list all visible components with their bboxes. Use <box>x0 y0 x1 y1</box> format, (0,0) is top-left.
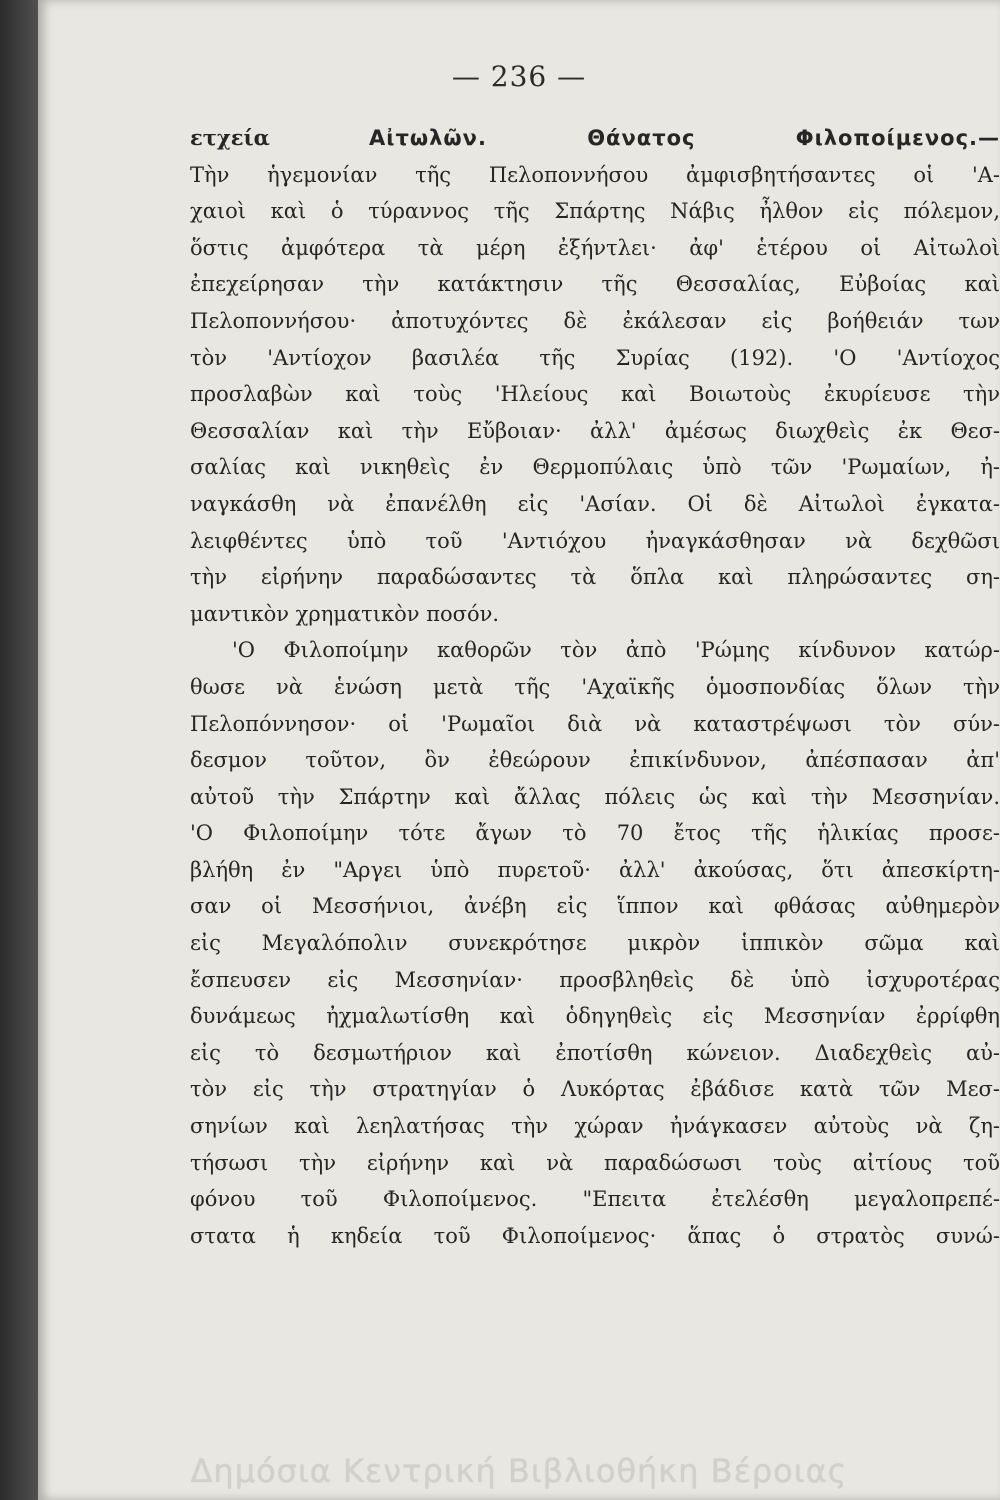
text-line: Θεσσαλίαν καὶ τὴν Εὔβοιαν· ἀλλ' ἀμέσως διωχθεὶς ἐκ Θεσ- <box>190 418 1000 443</box>
text-line-paragraph-start: 'Ο Φιλοποίμην καθορῶν τὸν ἀπὸ 'Ρώμης κίνδυνον κατώρ- <box>232 638 1000 663</box>
text-line: στατα ἡ κηδεία τοῦ Φιλοποίμενος· ἅπας ὁ στρατὸς συνώ- <box>190 1223 1000 1248</box>
page-gutter-shadow <box>0 0 38 1500</box>
text-line: θωσε νὰ ἑνώση μετὰ τῆς 'Αχαϊκῆς ὁμοσπονδίας ὅλων τὴν <box>190 674 1000 699</box>
text-line: ναγκάσθη νὰ ἐπανέλθη εἰς 'Ασίαν. Οἱ δὲ Αἰτωλοὶ ἐγκατα- <box>190 491 1000 516</box>
text-line: 'Ο Φιλοποίμην τότε ἄγων τὸ 70 ἔτος τῆς ἡλικίας προσε- <box>190 821 1000 846</box>
library-watermark: Δημόσια Κεντρική Βιβλιοθήκη Βέροιας <box>190 1452 848 1490</box>
text-line: τὸν εἰς τὴν στρατηγίαν ὁ Λυκόρτας ἐβάδισε κατὰ τῶν Μεσ- <box>190 1077 1000 1102</box>
text-line: φόνου τοῦ Φιλοποίμενος. "Επειτα ἐτελέσθη μεγαλοπρεπέ- <box>190 1187 1000 1212</box>
section-heading-line <box>190 120 1000 157</box>
text-line: εἰς Μεγαλόπολιν συνεκρότησε μικρὸν ἱππικὸν σῶμα καὶ <box>190 931 1000 956</box>
text-line: σαλίας καὶ νικηθεὶς ἐν Θερμοπύλαις ὑπὸ τῶν 'Ρωμαίων, ἠ- <box>190 455 1000 480</box>
text-line: σαν οἱ Μεσσήνιοι, ἀνέβη εἰς ἵππον καὶ φθάσας αὐθημερὸν <box>190 894 1000 919</box>
text-line: ὅστις ἀμφότερα τὰ μέρη ἐξήντλει· ἀφ' ἑτέρου οἱ Αἰτωλοὶ <box>190 235 1000 260</box>
text-line: τὴν εἰρήνην παραδώσαντες τὰ ὅπλα καὶ πληρώσαντες ση- <box>190 565 1000 590</box>
text-line: εἰς τὸ δεσμωτήριον καὶ ἐποτίσθη κώνειον. Διαδεχθεὶς αὐ- <box>190 1040 1000 1065</box>
text-line: ἐπεχείρησαν τὴν κατάκτησιν τῆς Θεσσαλίας, Εὐβοίας καὶ <box>190 272 1000 297</box>
page-body-text <box>190 120 1000 1254</box>
text-line: λειφθέντες ὑπὸ τοῦ 'Αντιόχου ἠναγκάσθησαν νὰ δεχθῶσι <box>190 528 1000 553</box>
text-line: Τὴν ἡγεμονίαν τῆς Πελοποννήσου ἀμφισβητήσαντες οἱ 'Α- <box>190 162 1000 187</box>
text-line: ἔσπευσεν εἰς Μεσσηνίαν· προσβληθεὶς δὲ ὑπὸ ἰσχυροτέρας <box>190 967 1000 992</box>
text-line: αὐτοῦ τὴν Σπάρτην καὶ ἄλλας πόλεις ὡς καὶ τὴν Μεσσηνίαν. <box>190 784 1000 809</box>
text-line: Πελοπόννησον· οἱ 'Ρωμαῖοι διὰ νὰ καταστρέψωσι τὸν σύν- <box>190 711 1000 736</box>
section-heading: Αἰτωλῶν. Θάνατος Φιλοποίμενος.— <box>369 126 1000 150</box>
text-line: βλήθη ἐν "Αργει ὑπὸ πυρετοῦ· ἀλλ' ἀκούσας, ὅτι ἀπεσκίρτη- <box>190 857 1000 882</box>
text-line-paragraph-end: μαντικὸν χρηματικὸν ποσόν. <box>190 601 500 626</box>
text-line: τήσωσι τὴν εἰρήνην καὶ νὰ παραδώσωσι τοὺς αἰτίους τοῦ <box>190 1150 1000 1175</box>
text-line: Πελοποννήσου· ἀποτυχόντες δὲ ἐκάλεσαν εἰς βοήθειάν των <box>190 308 1000 333</box>
text-line: δεσμον τοῦτον, ὃν ἐθεώρουν ἐπικίνδυνον, ἀπέσπασαν ἀπ' <box>190 748 1000 773</box>
text-line: δυνάμεως ἠχμαλωτίσθη καὶ ὁδηγηθεὶς εἰς Μεσσηνίαν ἐρρίφθη <box>190 1004 1000 1029</box>
text-line: χαιοὶ καὶ ὁ τύραννος τῆς Σπάρτης Νάβις ἦλθον εἰς πόλεμον, <box>190 199 1000 224</box>
heading-prefix: ετχεία <box>190 125 370 150</box>
book-page <box>38 0 1000 1500</box>
page-number: — 236 — <box>451 60 587 93</box>
text-line: σηνίων καὶ λεηλατήσας τὴν χώραν ἠνάγκασεν αὐτοὺς νὰ ζη- <box>190 1114 1000 1139</box>
text-line: προσλαβὼν καὶ τοὺς 'Ηλείους καὶ Βοιωτοὺς ἐκυρίευσε τὴν <box>190 382 1000 407</box>
text-line: τὸν 'Αντίοχον βασιλέα τῆς Συρίας (192). 'Ο 'Αντίοχος <box>190 345 1000 370</box>
